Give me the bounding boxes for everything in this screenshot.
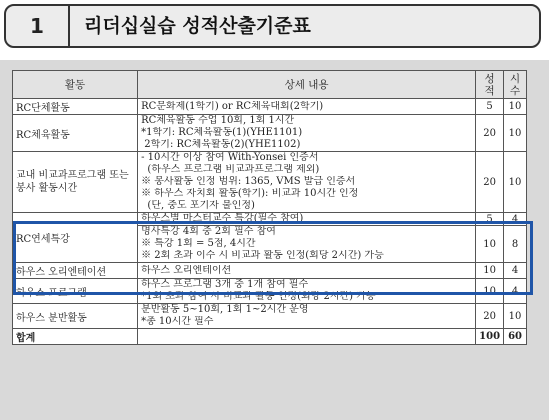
column-header-hours-line1: 시 bbox=[509, 72, 521, 85]
activity-cell: RC체육활동 bbox=[13, 115, 138, 152]
activity-cell: RC연세특강 bbox=[13, 213, 138, 263]
table-row bbox=[13, 213, 527, 226]
grading-criteria-table bbox=[12, 70, 527, 345]
hours-cell: 10 bbox=[504, 115, 527, 152]
column-header-activity: 활동 bbox=[13, 71, 138, 99]
score-cell: 5 bbox=[476, 213, 504, 226]
detail-line: 명사특강 4회 중 2회 필수 참여 bbox=[141, 226, 276, 237]
table-row bbox=[13, 279, 527, 304]
detail-line: - 10시간 이상 참여 With-Yonsei 인증서 bbox=[141, 152, 319, 163]
activity-cell: 하우스 분반활동 bbox=[13, 304, 138, 329]
score-cell: 10 bbox=[476, 279, 504, 304]
detail-cell bbox=[138, 226, 476, 263]
activity-cell: RC단체활동 bbox=[13, 99, 138, 115]
detail-line: 하우스별 마스터교수 특강(필수 참여) bbox=[141, 213, 304, 224]
detail-line: ※ 2회 초과 이수 시 비교과 활동 인정(회당 2시간) 가능 bbox=[141, 250, 384, 261]
detail-line: 분반활동 5~10회, 1회 1~2시간 운영 bbox=[141, 304, 309, 315]
total-row bbox=[13, 329, 527, 345]
score-cell: 20 bbox=[476, 152, 504, 213]
score-cell: 20 bbox=[476, 115, 504, 152]
activity-cell: 하우스 프로그램 bbox=[13, 279, 138, 304]
detail-line: ※ 특강 1회 = 5점, 4시간 bbox=[141, 238, 256, 249]
hours-cell: 10 bbox=[504, 99, 527, 115]
table-row bbox=[13, 115, 527, 152]
total-hours: 60 bbox=[504, 329, 527, 345]
section-header bbox=[4, 4, 541, 48]
table-row bbox=[13, 99, 527, 115]
score-cell: 20 bbox=[476, 304, 504, 329]
hours-cell: 10 bbox=[504, 304, 527, 329]
hours-cell: 4 bbox=[504, 213, 527, 226]
activity-cell: 교내 비교과프로그램 또는 봉사 활동시간 bbox=[13, 152, 138, 213]
detail-line: ※ 하우스 자치회 활동(학기): 비교과 10시간 인정 bbox=[141, 188, 359, 199]
detail-line: *총 10시간 필수 bbox=[141, 316, 214, 327]
detail-cell bbox=[138, 99, 476, 115]
detail-line: *1회 초과 참여 시 비교과 활동 인정(회당 2시간) 가능 bbox=[141, 291, 376, 302]
column-header-score bbox=[476, 71, 504, 99]
detail-cell bbox=[138, 304, 476, 329]
detail-line: 하우스 오리엔테이션 bbox=[141, 264, 232, 276]
detail-line: 2학기: RC체육활동(2)(YHE1102) bbox=[141, 139, 301, 150]
total-detail-cell bbox=[138, 329, 476, 345]
section-title: 리더십실습 성적산출기준표 bbox=[84, 15, 311, 37]
hours-cell: 4 bbox=[504, 279, 527, 304]
score-cell: 10 bbox=[476, 226, 504, 263]
table-row bbox=[13, 263, 527, 279]
column-header-hours-line2: 수 bbox=[509, 84, 521, 97]
total-label: 합계 bbox=[13, 329, 138, 345]
column-header-score-line1: 성 bbox=[484, 72, 495, 85]
total-score: 100 bbox=[476, 329, 504, 345]
table-header-row bbox=[13, 71, 527, 99]
detail-line: RC문화제(1학기) or RC체육대회(2학기) bbox=[141, 100, 324, 112]
detail-line: (단, 중도 포기자 불인정) bbox=[141, 200, 255, 211]
detail-line: ※ 봉사활동 인정 범위: 1365, VMS 발급 인증서 bbox=[141, 176, 356, 187]
detail-line: 하우스 프로그램 3개 중 1개 참여 필수 bbox=[141, 279, 309, 290]
detail-line: (하우스 프로그램 비교과프로그램 제외) bbox=[141, 164, 320, 175]
section-number: 1 bbox=[6, 6, 70, 46]
score-cell: 5 bbox=[476, 99, 504, 115]
hours-cell: 8 bbox=[504, 226, 527, 263]
detail-line: *1학기: RC체육활동(1)(YHE1101) bbox=[141, 127, 303, 138]
detail-line: RC체육활동 수업 10회, 1회 1시간 bbox=[141, 115, 295, 126]
detail-cell bbox=[138, 279, 476, 304]
detail-cell bbox=[138, 152, 476, 213]
table-row bbox=[13, 152, 527, 213]
document-scan bbox=[0, 60, 549, 420]
detail-cell bbox=[138, 213, 476, 226]
hours-cell: 4 bbox=[504, 263, 527, 279]
activity-cell: 하우스 오리엔테이션 bbox=[13, 263, 138, 279]
detail-cell bbox=[138, 115, 476, 152]
detail-cell bbox=[138, 263, 476, 279]
column-header-detail: 상세 내용 bbox=[138, 71, 476, 99]
hours-cell: 10 bbox=[504, 152, 527, 213]
column-header-hours bbox=[504, 71, 527, 99]
table-row bbox=[13, 304, 527, 329]
column-header-score-line2: 적 bbox=[484, 84, 495, 97]
score-cell: 10 bbox=[476, 263, 504, 279]
